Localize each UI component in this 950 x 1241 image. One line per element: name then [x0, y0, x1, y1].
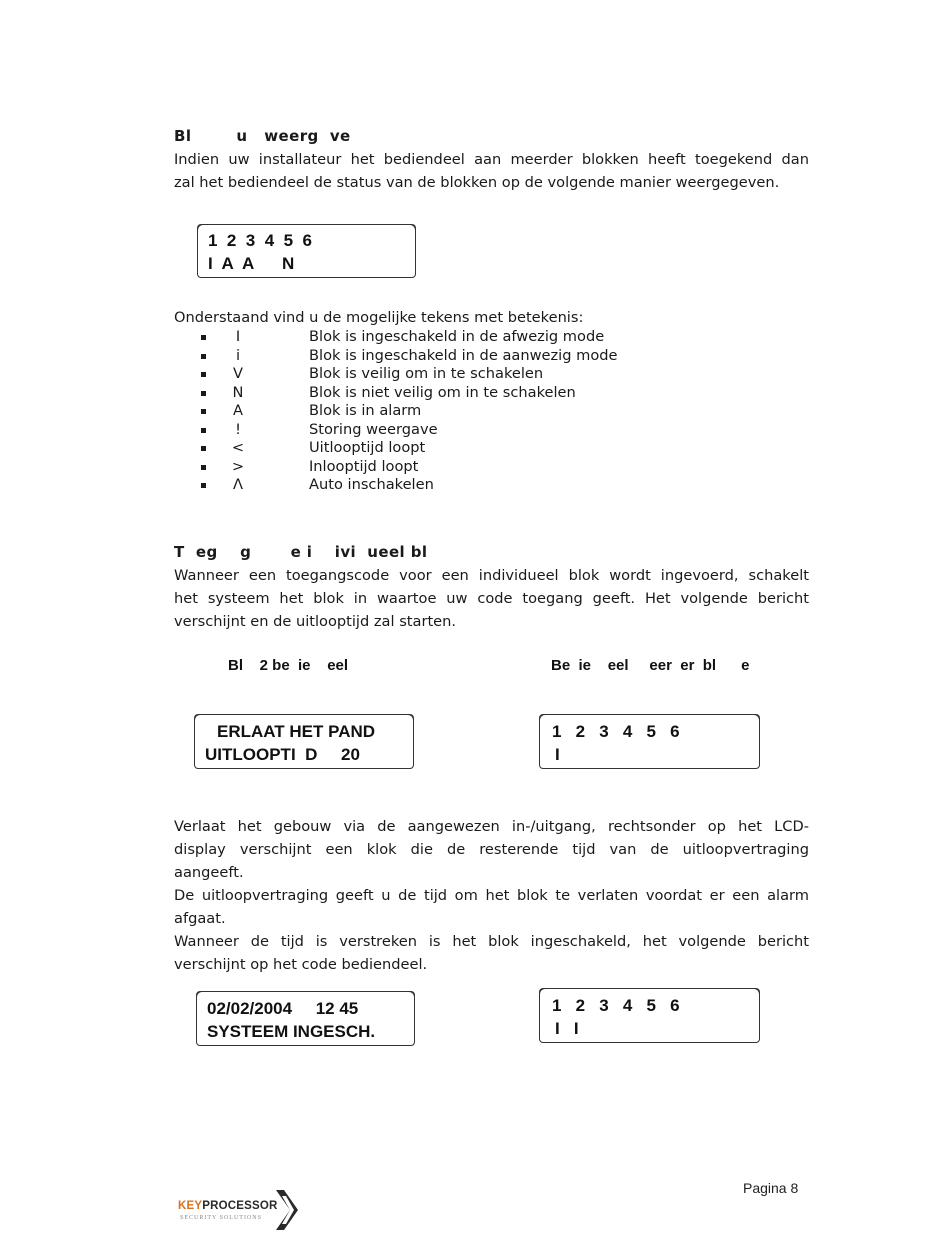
legend-symbol: N — [232, 383, 244, 401]
legend-symbol: A — [233, 402, 243, 419]
bullet-icon — [201, 335, 206, 340]
exit-delay-paragraph — [174, 815, 809, 976]
lcd-line-2: UITLOOPTI D 20 — [205, 745, 360, 764]
legend-description: Blok is ingeschakeld in de aanwezig mode — [309, 346, 618, 364]
legend-item — [201, 421, 701, 440]
bullet-icon — [201, 409, 206, 414]
legend-item — [201, 439, 701, 458]
para-line: Indien uw installateur het bediendeel aan meerder blokken heeft toegekend dan — [174, 151, 809, 168]
lcd-line-2: I A A N — [208, 254, 295, 273]
chevron-right-icon — [274, 1188, 300, 1232]
bullet-icon — [201, 483, 206, 488]
legend-description: Uitlooptijd loopt — [309, 439, 426, 456]
bullet-icon — [201, 391, 206, 396]
caption-multiblock-keypad: Be ie eel eer er bl e — [551, 657, 750, 674]
legend-item — [201, 476, 701, 495]
logo-key-text: KEY — [178, 1200, 203, 1212]
legend-item — [201, 347, 701, 366]
legend-symbol: ! — [235, 420, 241, 438]
legend-description: Blok is in alarm — [309, 402, 422, 419]
para-line: display verschijnt een klok die de resterende tijd van de uitloopvertraging — [174, 841, 809, 858]
lcd-display-blocks-armed — [539, 988, 760, 1043]
legend-item — [201, 384, 701, 403]
bullet-icon — [201, 465, 206, 470]
lcd-line-2: SYSTEEM INGESCH. — [207, 1022, 376, 1041]
caption-block-2-keypad: Bl 2 be ie eel — [228, 657, 349, 674]
para-line: Verlaat het gebouw via de aangewezen in-/uitgang, rechtsonder op het LCD- — [174, 818, 809, 835]
legend-intro: Onderstaand vind u de mogelijke tekens met betekenis: — [174, 309, 584, 326]
logo-processor-text: PROCESSOR — [202, 1200, 278, 1212]
para-line: Wanneer een toegangscode voor een individueel blok wordt ingevoerd, schakelt — [174, 567, 809, 584]
legend-symbol: < — [231, 439, 245, 456]
legend-item — [201, 458, 701, 477]
legend-description: Inlooptijd loopt — [309, 457, 419, 475]
symbol-legend-list — [201, 328, 701, 495]
legend-item — [201, 402, 701, 421]
para-line: het systeem het blok in waartoe uw code toegang geeft. Het volgende bericht — [174, 590, 809, 607]
legend-symbol: > — [231, 457, 245, 475]
lcd-line-2: I — [555, 745, 560, 764]
legend-item — [201, 365, 701, 384]
bullet-icon — [201, 428, 206, 433]
section-heading-individual-block: T eg g e i ivi ueel bl — [174, 543, 428, 561]
lcd-line-1: 1 2 3 4 5 6 — [208, 231, 312, 250]
para-line: verschijnt op het code bediendeel. — [174, 956, 428, 973]
keyprocessor-logo — [178, 1188, 303, 1233]
lcd-line-1: 02/02/2004 12 45 — [207, 999, 359, 1018]
bullet-icon — [201, 354, 206, 359]
legend-description: Blok is niet veilig om in te schakelen — [309, 383, 576, 401]
legend-description: Blok is veilig om in te schakelen — [309, 365, 544, 382]
lcd-line-1: ERLAAT HET PAND — [217, 722, 376, 741]
lcd-line-1: 1 2 3 4 5 6 — [552, 722, 680, 741]
bullet-icon — [201, 372, 206, 377]
para-line: De uitloopvertraging geeft u de tijd om het blok te verlaten voordat er een alarm — [174, 887, 809, 904]
intro-paragraph — [174, 148, 809, 194]
section-heading-blocks: Bl u weerg ve — [174, 127, 351, 145]
legend-description: Blok is ingeschakeld in de afwezig mode — [309, 328, 605, 345]
legend-description: Storing weergave — [309, 420, 438, 438]
para-line: Wanneer de tijd is verstreken is het blok ingeschakeld, het volgende bericht — [174, 933, 809, 950]
para-line: aangeeft. — [174, 864, 244, 881]
lcd-display-block-status — [197, 224, 416, 278]
logo-subtitle: SECURITY SOLUTIONS — [180, 1215, 262, 1221]
legend-item — [201, 328, 701, 347]
legend-symbol: Λ — [233, 476, 243, 493]
access-code-paragraph — [174, 564, 809, 633]
legend-symbol: I — [235, 328, 241, 345]
para-line: afgaat. — [174, 910, 226, 927]
lcd-line-1: 1 2 3 4 5 6 — [552, 996, 680, 1015]
para-line: verschijnt en de uitlooptijd zal starten. — [174, 613, 457, 630]
lcd-display-exit-delay — [194, 714, 414, 769]
bullet-icon — [201, 446, 206, 451]
legend-symbol: V — [233, 365, 243, 382]
lcd-line-2: I I — [555, 1019, 579, 1038]
legend-symbol: i — [235, 346, 241, 364]
para-line: zal het bediendeel de status van de blokken op de volgende manier weergegeven. — [174, 174, 780, 191]
lcd-display-block-armed — [539, 714, 760, 769]
logo-wordmark — [178, 1200, 278, 1212]
page-number: Pagina 8 — [743, 1180, 799, 1196]
lcd-display-system-armed — [196, 991, 415, 1046]
legend-description: Auto inschakelen — [309, 476, 434, 493]
